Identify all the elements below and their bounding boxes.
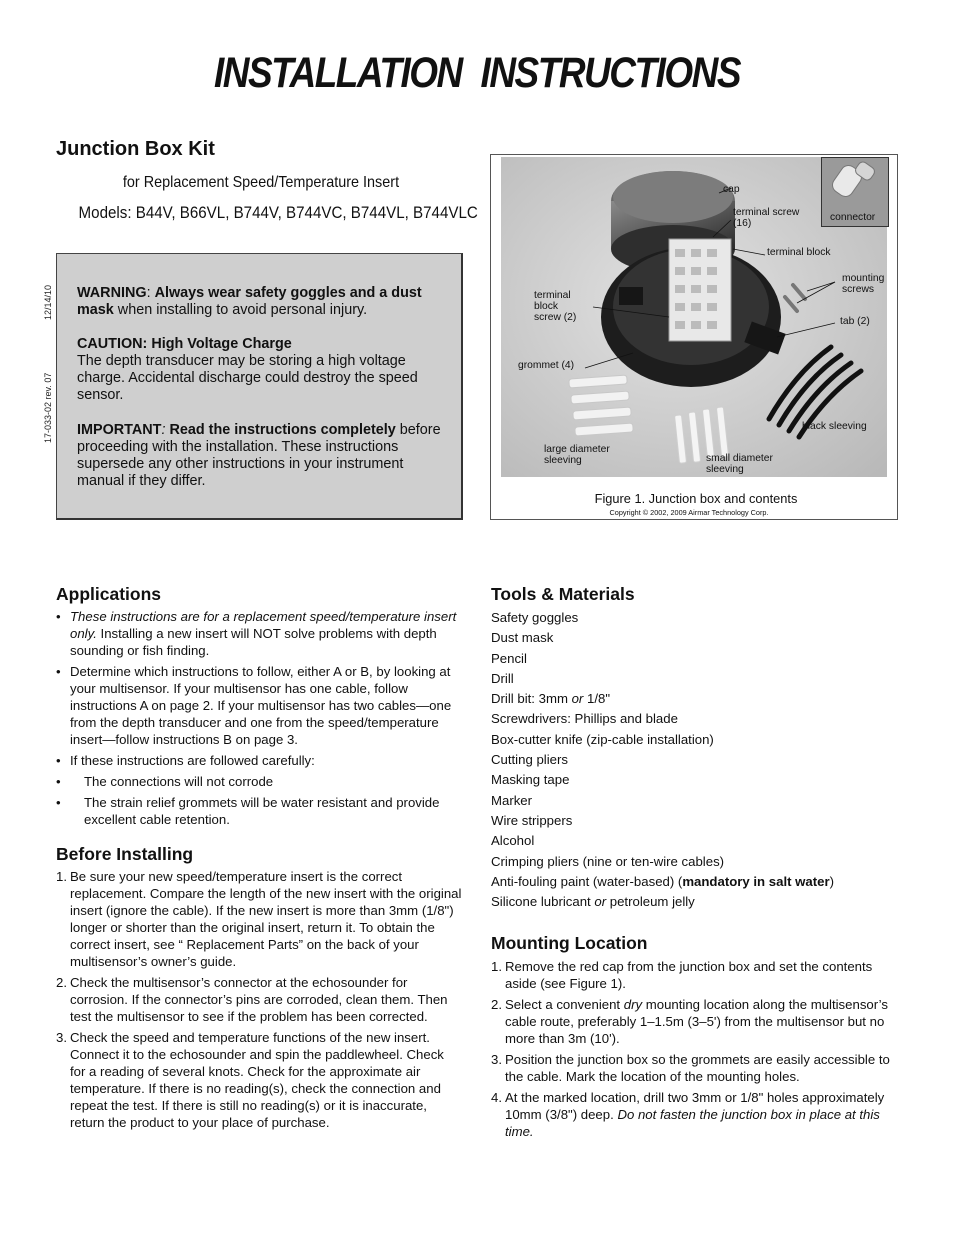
applications-item-1-italic: These instructions are for a replacement speed/temperature insert only.	[70, 609, 457, 641]
caution-text: The depth transducer may be storing a high voltage charge. Accidental discharge could destroy the speed sensor.	[77, 353, 418, 403]
tool-item: Screwdrivers: Phillips and blade	[491, 711, 678, 727]
list-item	[491, 1051, 899, 1085]
label-connector: connector	[830, 212, 876, 223]
important-bold-text: Read the instructions completely	[169, 422, 396, 438]
list-item	[491, 958, 899, 992]
figure-copyright: Copyright © 2002, 2009 Airmar Technology Corp.	[609, 508, 769, 517]
mounting-heading: Mounting Location	[491, 933, 648, 953]
page-title: INSTALLATION INSTRUCTIONS	[213, 48, 741, 96]
before-installing-section	[56, 868, 462, 1135]
applications-section	[56, 608, 466, 832]
item-text: Position the junction box so the grommets are easily accessible to the cable. Mark the location of the mounting holes.	[505, 1052, 890, 1084]
tool-item: Drill	[491, 670, 514, 686]
document-number: 17-033-02 rev. 07	[43, 372, 53, 443]
tool-item: Box-cutter knife (zip-cable installation)	[491, 731, 714, 747]
warning-separator: :	[146, 285, 155, 301]
before-installing-heading: Before Installing	[56, 844, 194, 864]
tools-heading: Tools & Materials	[491, 584, 635, 604]
date-code: 12/14/10	[43, 284, 53, 320]
item-text: Check the speed and temperature functions of the new insert. Connect it to the echosounder and spin the paddlewheel. Check for a reading of several knots. Check for the approximate air temperature. If there is no reading(s), check the connection and repeat the test. If there is still no reading(s) or it is inaccurate, return the product to your place of purchase.	[70, 1030, 444, 1130]
tool-item: Safety goggles	[491, 610, 579, 625]
item-number: 2.	[56, 975, 67, 990]
label-grommet: grommet (4)	[518, 360, 575, 371]
important-paragraph	[77, 422, 452, 490]
list-item	[56, 974, 462, 1025]
antifouling-end: )	[829, 873, 835, 889]
drill-bit-size: 1/8"	[583, 691, 611, 707]
sub-list-item: • The strain relief grommets will be water resistant and provide excellent cable retention.	[56, 794, 466, 828]
tool-item-silicone	[491, 893, 911, 913]
list-item	[491, 996, 899, 1047]
antifouling-bold: mandatory in salt water	[682, 873, 830, 889]
label-terminal-block-screw: terminal block screw (2)	[534, 290, 577, 323]
warning-paragraph	[77, 285, 452, 319]
drill-bit-text: Drill bit: 3mm	[491, 691, 572, 707]
tool-item: Cutting pliers	[491, 752, 568, 768]
warning-text: when installing to avoid personal injury.	[113, 302, 368, 318]
item-number: 4.	[491, 1090, 502, 1105]
label-terminal-screw: terminal screw (16)	[733, 207, 800, 229]
silicone-end: petroleum jelly	[606, 894, 695, 910]
item-number: 1.	[56, 869, 67, 884]
item-number: 2.	[491, 997, 502, 1012]
tool-item: Wire strippers	[491, 812, 573, 828]
item-number: 1.	[491, 959, 502, 974]
caution-title: CAUTION: High Voltage Charge	[77, 336, 292, 352]
tools-list	[491, 609, 911, 913]
label-large-sleeving: large diameter sleeving	[544, 444, 610, 466]
label-tab: tab (2)	[840, 316, 870, 327]
tool-item: Marker	[491, 792, 533, 808]
item-italic: dry	[623, 997, 643, 1012]
silicone-text: Silicone lubricant	[491, 894, 595, 910]
item-text: At the marked location, drill two 3mm or 1/8" holes approximately 10mm (3/8") deep.	[505, 1090, 885, 1122]
drill-bit-or: or	[571, 691, 584, 707]
important-label: IMPORTANT	[77, 422, 162, 438]
tool-item: Pencil	[491, 650, 527, 666]
figure-caption: Figure 1. Junction box and contents	[594, 491, 798, 506]
warning-box	[56, 253, 463, 520]
applications-heading: Applications	[56, 584, 162, 604]
kit-models: Models: B44V, B66VL, B744V, B744VC, B744VL, B744VLC	[78, 203, 478, 222]
item-text: Select a convenient	[505, 997, 624, 1012]
label-mounting-screws: mounting screws	[842, 273, 885, 295]
item-text: Be sure your new speed/temperature insert is the correct replacement. Compare the length of the new insert with the original insert (ignore the cable). If the new insert is more than 3mm (1/8") longer or shorter than the original insert, return it. To obtain the correct insert, see “ Replacement Parts” on the back of your multisensor’s owner’s guide.	[70, 869, 462, 969]
antifouling-text: Anti-fouling paint (water-based) (	[491, 873, 683, 889]
important-text: before proceeding with the installation. These instructions supersede any other instructions in your instrument manual if they differ.	[77, 422, 441, 489]
item-italic: Do not fasten the junction box in place at this time.	[505, 1107, 880, 1139]
tool-item-antifouling	[491, 873, 911, 893]
list-item	[491, 1089, 899, 1140]
important-separator: :	[161, 422, 170, 438]
tool-item: Alcohol	[491, 833, 535, 849]
caution-paragraph	[77, 336, 452, 404]
connector-inset	[821, 157, 889, 227]
list-item: • Determine which instructions to follow, either A or B, by looking at your multisensor. If your multisensor has one cable, follow instructions A on page 2. If your multisensor has two cables—one from the depth transducer and one from the speed/temperature insert—follow instructions B on page 3.	[56, 663, 466, 748]
label-terminal-block: terminal block	[767, 247, 831, 258]
item-number: 3.	[491, 1052, 502, 1067]
item-text: Check the multisensor’s connector at the echosounder for corrosion. If the connector’s pins are corroded, clean them. Then test the multisensor to see if the problem has been corrected.	[70, 975, 448, 1024]
tool-item: Dust mask	[491, 630, 554, 646]
connector-icon	[822, 158, 888, 208]
label-black-sleeving: black sleeving	[802, 421, 867, 432]
kit-subtitle: for Replacement Speed/Temperature Insert	[122, 174, 400, 191]
item-text: Remove the red cap from the junction box and set the contents aside (see Figure 1).	[505, 959, 873, 991]
tool-item: Masking tape	[491, 772, 570, 788]
list-item: • If these instructions are followed carefully:	[56, 752, 466, 769]
tool-item: Crimping pliers (nine or ten-wire cables)	[491, 853, 725, 869]
figure-1	[490, 154, 898, 520]
applications-item-1-text: Installing a new insert will NOT solve problems with depth sounding or fish finding.	[70, 626, 437, 658]
list-item	[56, 1029, 462, 1131]
label-cap: cap	[723, 184, 740, 195]
label-small-sleeving: small diameter sleeving	[706, 453, 773, 475]
item-number: 3.	[56, 1030, 67, 1045]
warning-bold-text: Always wear safety goggles and a dust mask	[77, 285, 422, 318]
kit-title: Junction Box Kit	[56, 138, 215, 160]
list-item	[56, 868, 462, 970]
warning-label: WARNING	[77, 285, 147, 301]
item-text-end: mounting location along the multisensor’s cable route, preferably 1–1.5m (3–5') from the multisensor but no more than 3m (10').	[505, 997, 888, 1046]
list-item	[56, 608, 466, 659]
sub-list-item: • The connections will not corrode	[56, 773, 466, 790]
silicone-or: or	[594, 894, 607, 910]
mounting-section	[491, 958, 899, 1144]
tool-item-drill-bit	[491, 690, 911, 710]
